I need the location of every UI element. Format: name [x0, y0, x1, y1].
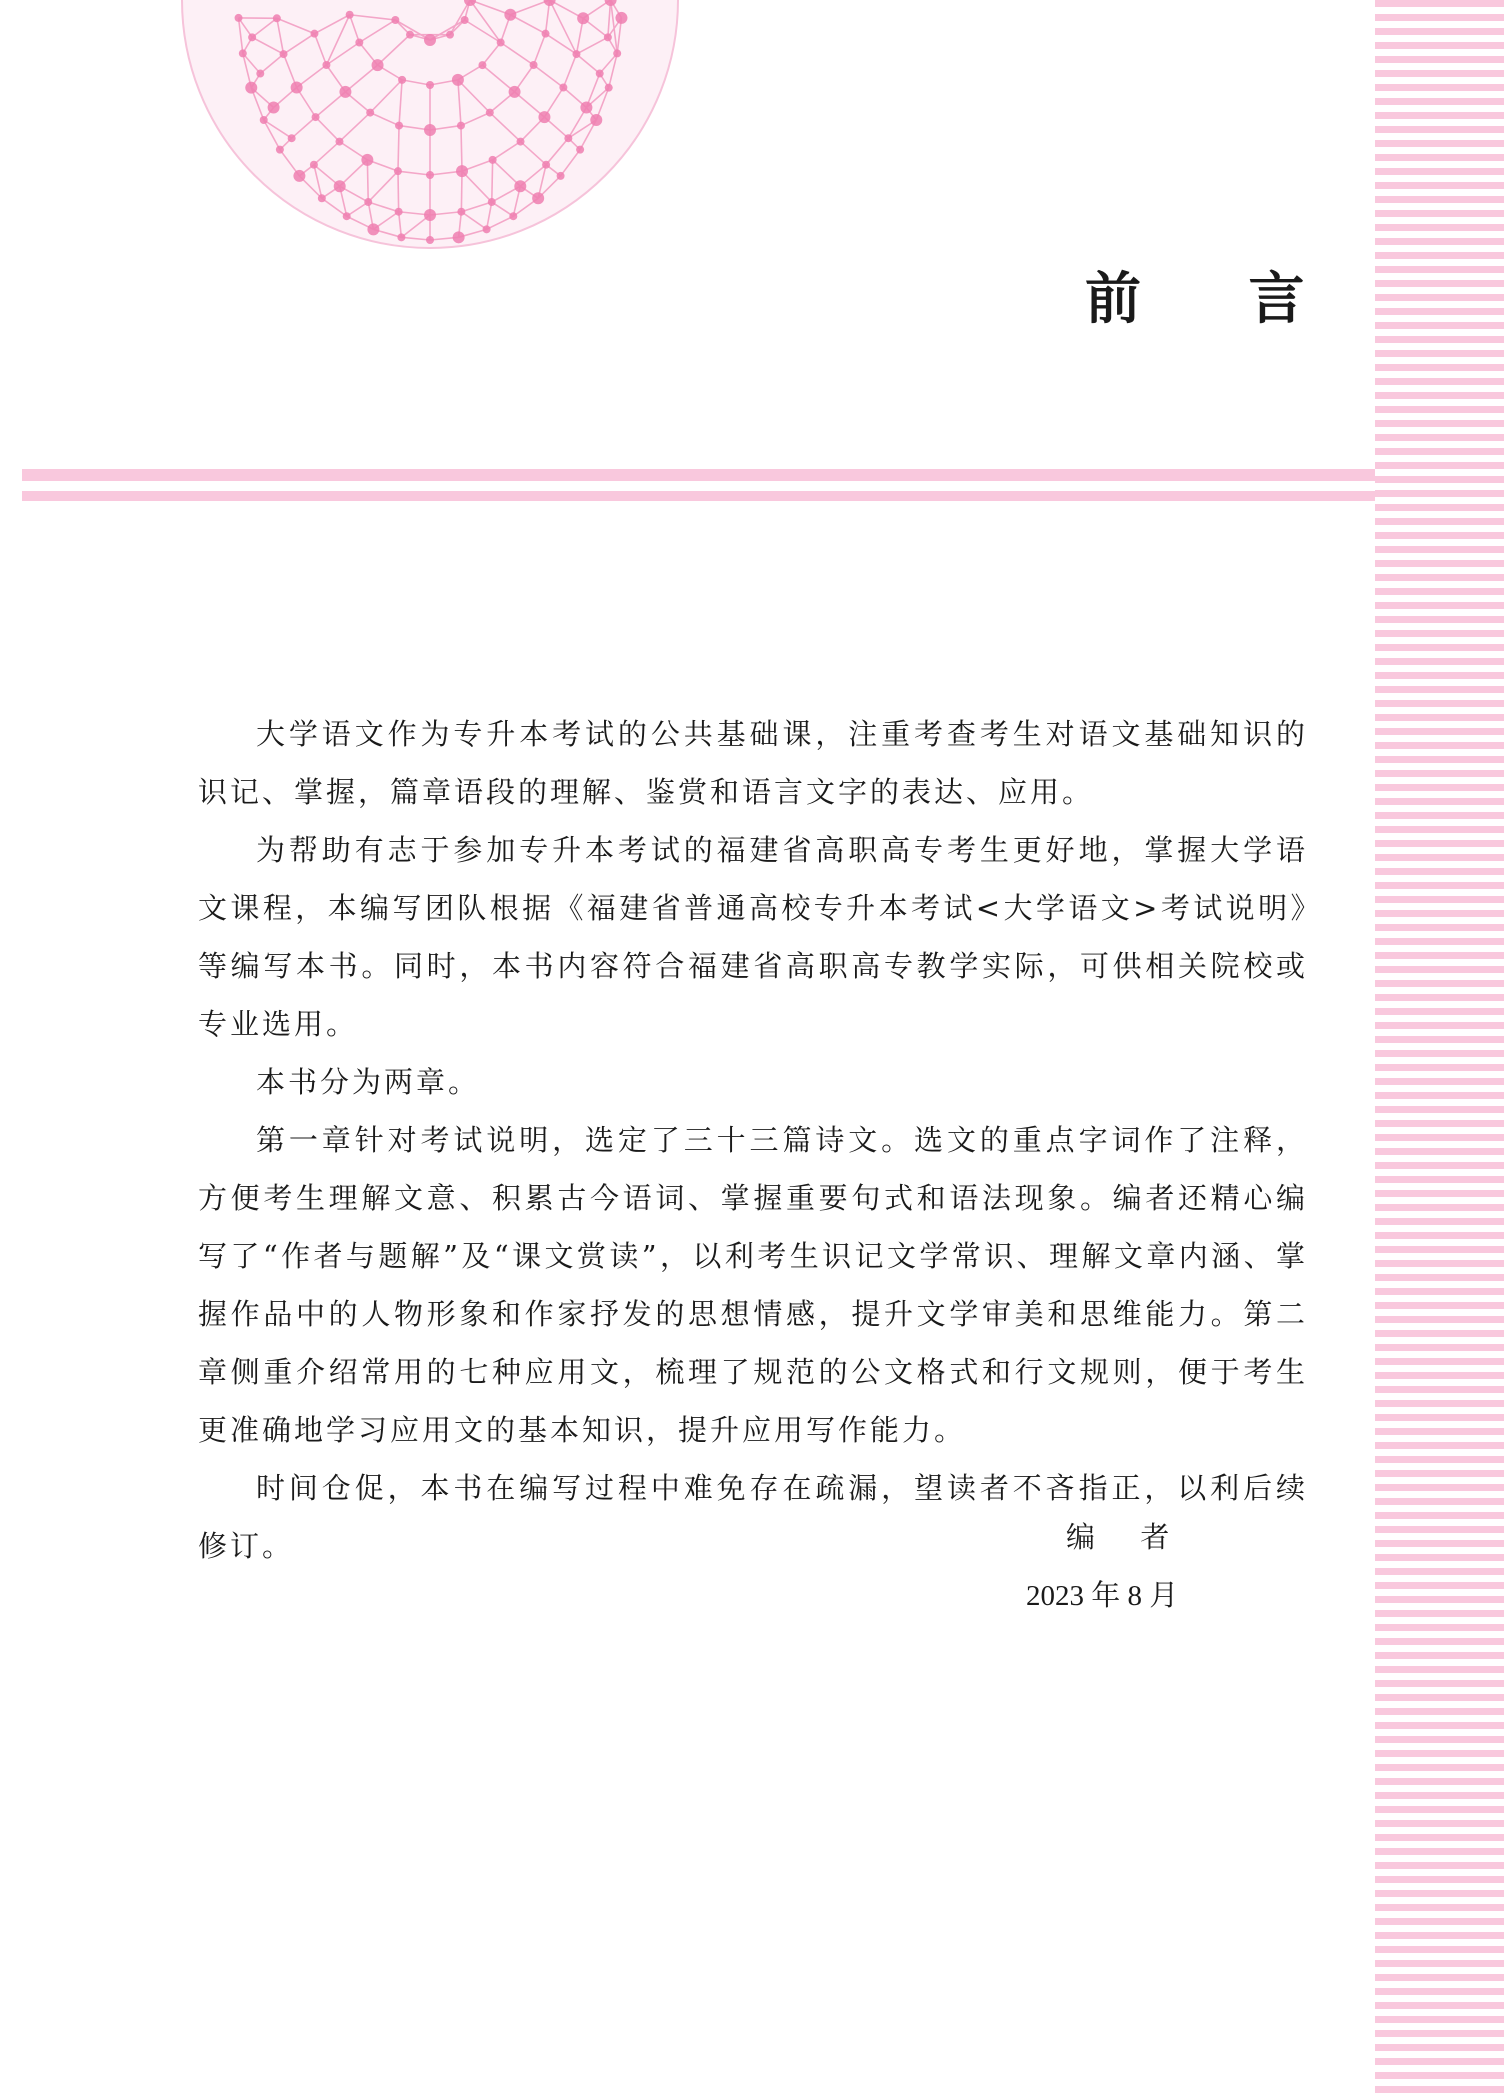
network-node: [273, 14, 281, 22]
network-node: [497, 39, 505, 47]
network-node: [372, 59, 384, 71]
network-node: [239, 49, 247, 57]
network-node: [453, 231, 465, 243]
network-node: [367, 223, 379, 235]
horizontal-divider-bottom: [22, 491, 1375, 501]
paragraph-1: 大学语文作为专升本考试的公共基础课，注重考查考生对语文基础知识的识记、掌握，篇章语段的理解、鉴赏和语言文字的表达、应用。: [198, 717, 1308, 809]
network-node: [426, 81, 434, 89]
network-node: [517, 138, 525, 146]
network-node: [318, 194, 326, 202]
network-node: [335, 138, 343, 146]
right-stripe-band: [1375, 0, 1504, 2094]
network-node: [276, 146, 284, 154]
network-node: [530, 61, 538, 69]
network-node: [398, 76, 406, 84]
network-node: [486, 109, 494, 117]
network-node: [235, 14, 243, 22]
network-node: [280, 50, 288, 58]
network-node: [446, 31, 454, 39]
network-node: [245, 82, 257, 94]
network-node: [615, 12, 627, 24]
network-node: [557, 172, 565, 180]
network-node: [339, 86, 351, 98]
network-node: [596, 70, 604, 78]
paragraph-2: 为帮助有志于参加专升本考试的福建省高职高专考生更好地，掌握大学语文课程，本编写团队根据《福建省普通高校专升本考试<大学语文>考试说明》等编写本书。同时，本书内容符合福建省高职高专教学实际，可供相关院校或专业选用。: [198, 833, 1308, 1041]
network-node: [397, 233, 405, 241]
network-node: [364, 198, 372, 206]
network-node: [580, 102, 592, 114]
author-signature: 编 者: [1066, 1520, 1188, 1554]
network-node: [293, 170, 305, 182]
network-node: [488, 198, 496, 206]
network-node: [355, 39, 363, 47]
network-node: [394, 167, 402, 175]
network-node: [366, 109, 374, 117]
network-node: [452, 74, 464, 86]
network-node: [461, 16, 469, 24]
network-node: [346, 11, 354, 19]
network-node: [532, 192, 544, 204]
network-node: [456, 165, 468, 177]
network-node: [391, 16, 399, 24]
preface-body: [198, 705, 1308, 1575]
network-node: [426, 171, 434, 179]
network-node: [538, 111, 550, 123]
network-node: [542, 161, 550, 169]
network-node: [256, 70, 264, 78]
network-node: [248, 33, 256, 41]
network-node: [424, 209, 436, 221]
network-node: [605, 84, 613, 92]
network-node: [260, 116, 268, 124]
network-node: [424, 124, 436, 136]
network-node: [361, 154, 373, 166]
horizontal-divider-top: [22, 469, 1375, 481]
network-node: [504, 9, 516, 21]
network-node: [576, 146, 584, 154]
network-node: [310, 161, 318, 169]
preface-date: 2023 年 8 月: [1026, 1580, 1179, 1612]
network-node: [343, 212, 351, 220]
network-node: [542, 30, 550, 38]
page-title: 前 言: [1085, 266, 1349, 332]
network-node: [334, 180, 346, 192]
network-node: [291, 82, 303, 94]
network-node: [268, 102, 280, 114]
paragraph-4: 第一章针对考试说明，选定了三十三篇诗文。选文的重点字词作了注释，方便考生理解文意、积累古今语词、掌握重要句式和语法现象。编者还精心编写了“作者与题解”及“课文赏读”，以利考生识记文学常识、理解文章内涵、掌握作品中的人物形象和作家抒发的思想情感，提升文学审美和思维能力。第二章侧重介绍常用的七种应用文，梳理了规范的公文格式和行文规则，便于考生更准确地学习应用文的基本知识，提升应用写作能力。: [198, 1123, 1308, 1447]
network-node: [577, 12, 589, 24]
network-node: [310, 30, 318, 38]
network-node: [457, 208, 465, 216]
network-node: [395, 122, 403, 130]
paragraph-3: 本书分为两章。: [256, 1065, 481, 1099]
network-sphere-graphic: [170, 0, 690, 260]
network-node: [312, 113, 320, 121]
network-node: [564, 134, 572, 142]
network-node: [604, 33, 612, 41]
network-node: [590, 114, 602, 126]
paragraph-5: 时间仓促，本书在编写过程中难免存在疏漏，望读者不吝指正，以利后续修订。: [198, 1471, 1308, 1563]
network-node: [514, 180, 526, 192]
network-node: [322, 61, 330, 69]
network-node: [426, 236, 434, 244]
network-node: [572, 50, 580, 58]
network-node: [483, 225, 491, 233]
network-node: [424, 34, 436, 46]
network-node: [559, 84, 567, 92]
network-node: [509, 212, 517, 220]
network-node: [509, 86, 521, 98]
network-node: [288, 134, 296, 142]
network-node: [457, 122, 465, 130]
network-node: [406, 31, 414, 39]
network-node: [478, 61, 486, 69]
network-node: [613, 49, 621, 57]
network-node: [395, 208, 403, 216]
network-node: [489, 156, 497, 164]
